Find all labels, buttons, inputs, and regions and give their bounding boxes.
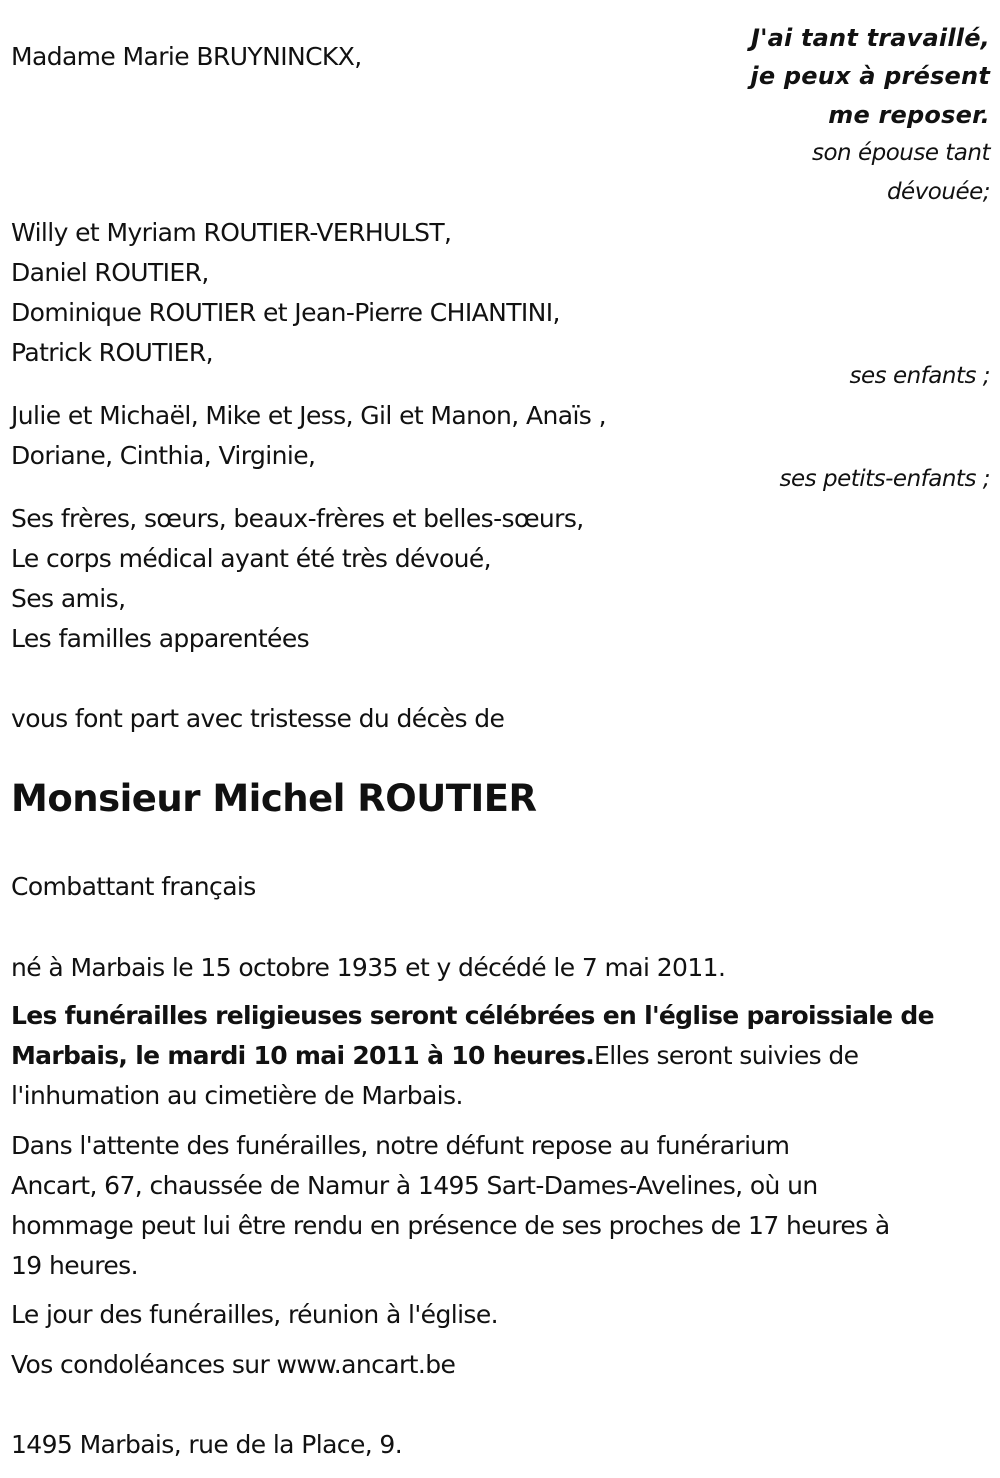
spouse-name: Madame Marie BRUYNINCKX, [11, 42, 362, 71]
spouse-role-line-2: dévouée; [886, 179, 990, 205]
quote-line-2: je peux à présent [750, 62, 990, 90]
visitation-line: Ancart, 67, chaussée de Namur à 1495 Sart-Dames-Avelines, où un [11, 1171, 818, 1200]
deceased-dates: né à Marbais le 15 octobre 1935 et y décédé le 7 mai 2011. [11, 953, 726, 982]
quote-line-1: J'ai tant travaillé, [750, 24, 990, 52]
visitation-line: 19 heures. [11, 1251, 138, 1280]
funeral-line-1: Les funérailles religieuses seront célébrées en l'église paroissiale de [11, 1001, 934, 1030]
deceased-name: Monsieur Michel ROUTIER [11, 777, 537, 820]
child-line: Patrick ROUTIER, [11, 338, 213, 367]
relative-line: Les familles apparentées [11, 624, 310, 653]
child-line: Dominique ROUTIER et Jean-Pierre CHIANTINI, [11, 298, 560, 327]
announcement: vous font part avec tristesse du décès de [11, 704, 505, 733]
child-line: Daniel ROUTIER, [11, 258, 209, 287]
address: 1495 Marbais, rue de la Place, 9. [11, 1430, 403, 1459]
deceased-title: Combattant français [11, 872, 256, 901]
grandchildren-role: ses petits-enfants ; [779, 466, 990, 492]
child-line: Willy et Myriam ROUTIER-VERHULST, [11, 218, 452, 247]
visitation-line: hommage peut lui être rendu en présence de ses proches de 17 heures à [11, 1211, 890, 1240]
meeting-note: Le jour des funérailles, réunion à l'église. [11, 1300, 498, 1329]
children-role: ses enfants ; [849, 363, 990, 389]
funeral-date-bold: Marbais, le mardi 10 mai 2011 à 10 heures. [11, 1041, 594, 1070]
funeral-line-2 [11, 1041, 858, 1070]
grandchild-line: Doriane, Cinthia, Virginie, [11, 441, 316, 470]
visitation-line: Dans l'attente des funérailles, notre défunt repose au funérarium [11, 1131, 790, 1160]
spouse-role-line-1: son épouse tant [812, 140, 990, 166]
condolences-link: Vos condoléances sur www.ancart.be [11, 1350, 456, 1379]
funeral-line-3: l'inhumation au cimetière de Marbais. [11, 1081, 463, 1110]
relative-line: Ses amis, [11, 584, 126, 613]
quote-line-3: me reposer. [828, 101, 990, 129]
grandchild-line: Julie et Michaël, Mike et Jess, Gil et Manon, Anaïs , [11, 401, 606, 430]
relative-line: Ses frères, sœurs, beaux-frères et belles-sœurs, [11, 504, 584, 533]
funeral-followup: Elles seront suivies de [594, 1041, 859, 1070]
relative-line: Le corps médical ayant été très dévoué, [11, 544, 492, 573]
